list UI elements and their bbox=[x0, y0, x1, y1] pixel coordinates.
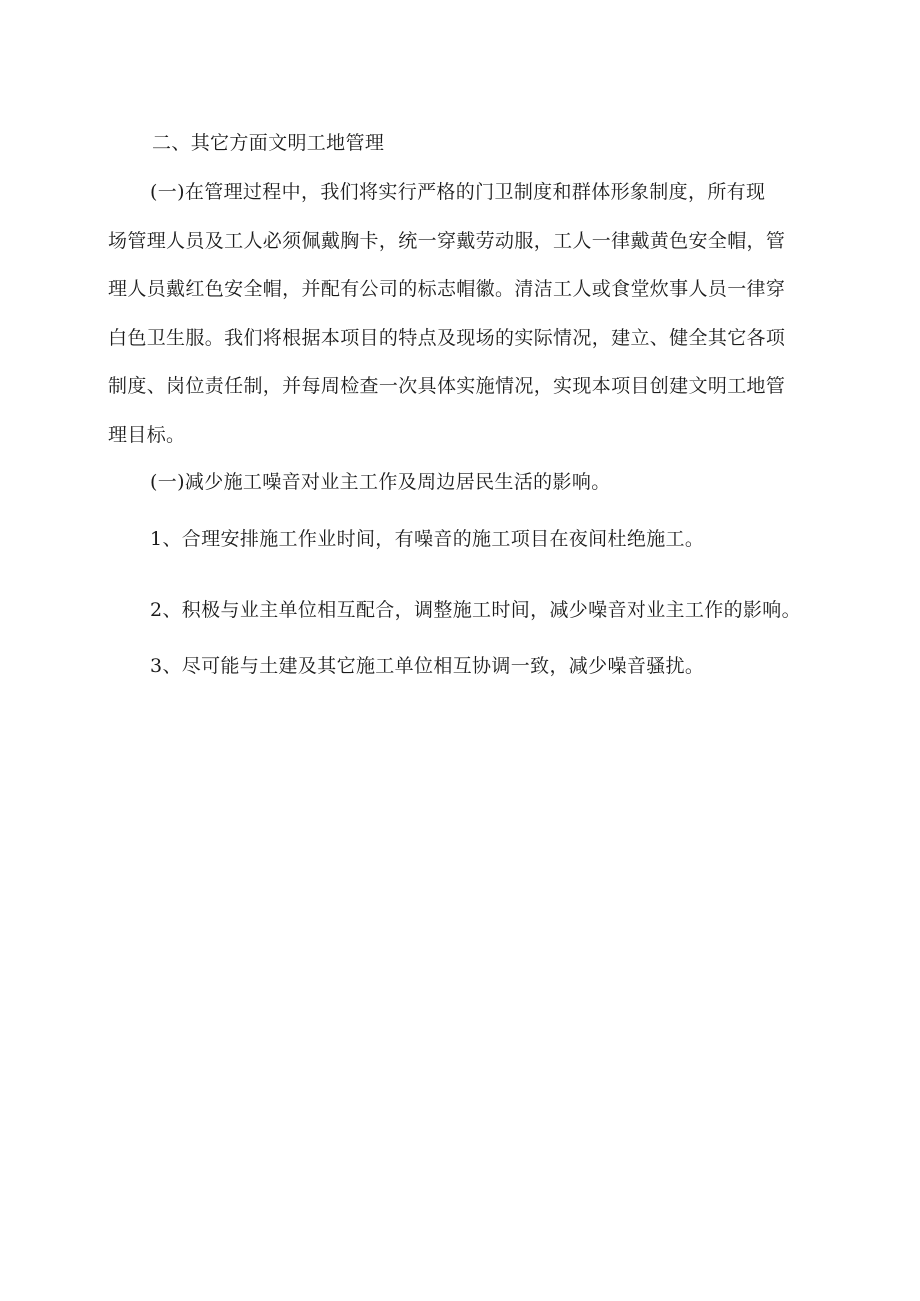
paragraph-line: 场管理人员及工人必须佩戴胸卡，统一穿戴劳动服，工人一律戴黄色安全帽，管 bbox=[108, 230, 786, 252]
paragraph-line: 理目标。 bbox=[108, 424, 186, 446]
sub-heading-noise: (一)减少施工噪音对业主工作及周边居民生活的影响。 bbox=[150, 471, 611, 493]
list-item: 1、合理安排施工作业时间，有噪音的施工项目在夜间杜绝施工。 bbox=[150, 528, 705, 550]
paragraph-line: 制度、岗位责任制，并每周检查一次具体实施情况，实现本项目创建文明工地管 bbox=[108, 375, 786, 397]
paragraph-line: 白色卫生服。我们将根据本项目的特点及现场的实际情况，建立、健全其它各项 bbox=[108, 327, 786, 349]
paragraph-line: 理人员戴红色安全帽，并配有公司的标志帽徽。清洁工人或食堂炊事人员一律穿 bbox=[108, 278, 786, 300]
list-item: 2、积极与业主单位相互配合，调整施工时间，减少噪音对业主工作的影响。 bbox=[150, 599, 801, 621]
section-heading: 二、其它方面文明工地管理 bbox=[152, 132, 385, 154]
paragraph-line: (一)在管理过程中，我们将实行严格的门卫制度和群体形象制度，所有现 bbox=[150, 181, 766, 203]
list-item: 3、尽可能与土建及其它施工单位相互协调一致，减少噪音骚扰。 bbox=[150, 655, 705, 677]
